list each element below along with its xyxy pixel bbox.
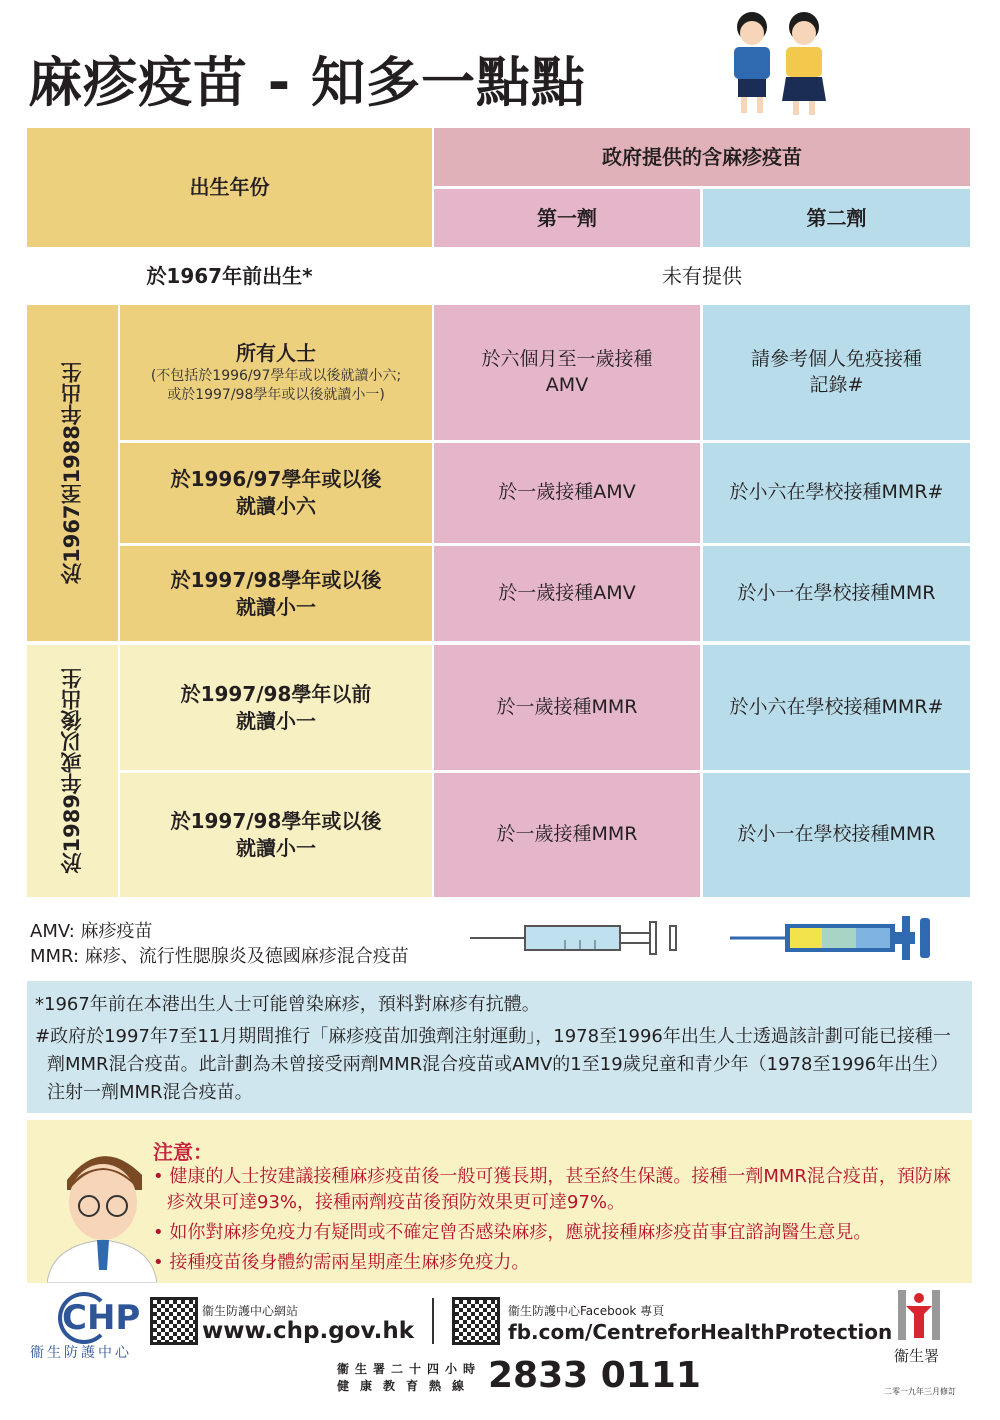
row-title: 就讀小一 (236, 836, 316, 860)
legend-mmr: MMR: 麻疹、流行性腮腺炎及德國麻疹混合疫苗 (30, 946, 409, 967)
notice-item: • 接種疫苗後身體約需兩星期產生麻疹免疫力。 (153, 1252, 530, 1273)
notice-text: 健康的人士按建議接種麻疹疫苗後一般可獲長期，甚至終生保護。接種一劑MMR混合疫苗，預防麻疹效果可達93%，接種兩劑疫苗後預防效果更可達97%。 (167, 1166, 951, 1213)
doctor-icon (47, 1140, 157, 1283)
table-row-label (120, 443, 432, 543)
website-link[interactable]: www.chp.gov.hk (202, 1318, 415, 1344)
qr-code-website (150, 1297, 198, 1345)
table-row-label (120, 305, 432, 440)
notice-list (153, 1164, 953, 1276)
dose2-cell: 於小一在學校接種MMR (703, 773, 970, 897)
pre1967-value: 未有提供 (662, 263, 742, 288)
row-title: 於1996/97學年或以後 (170, 467, 382, 491)
dose2-cell (703, 305, 970, 440)
row-title: 於1997/98學年或以後 (170, 567, 382, 592)
department-of-health-logo (898, 1290, 940, 1340)
group-label: 於1967至1988年出生 (60, 362, 85, 584)
syringe-empty-icon (470, 918, 685, 958)
dose2-cell: 於小六在學校接種MMR# (703, 645, 970, 770)
web-label: 衞生防護中心網站 (202, 1304, 299, 1318)
row-title: 所有人士 (236, 341, 316, 366)
divider (432, 1298, 434, 1344)
table-row-label (120, 645, 432, 770)
students-illustration (722, 5, 832, 120)
notice-box (27, 1120, 972, 1283)
cell-text: 於六個月至一歲接種 (481, 347, 653, 370)
dose1-cell (434, 305, 700, 440)
dose1-header: 第一劑 (434, 189, 700, 247)
notice-item: • 如你對麻疹免疫力有疑問或不確定曾否感染麻疹，應就接種麻疹疫苗事宜諮詢醫生意見。 (153, 1222, 872, 1243)
row-title: 就讀小六 (236, 494, 316, 518)
group-1967-1988 (27, 305, 118, 641)
dose1-cell: 於一歲接種MMR (434, 645, 700, 770)
group-label: 於1989年或以後出生 (60, 668, 85, 874)
legend-amv: AMV: 麻疹疫苗 (30, 921, 153, 942)
cell-text: 記錄# (809, 373, 864, 396)
dose2-cell: 於小六在學校接種MMR# (703, 443, 970, 543)
facebook-link[interactable]: fb.com/CentreforHealthProtection (508, 1320, 893, 1344)
revision-date: 二零一九年三月修訂 (884, 1387, 956, 1396)
birth-year-header: 出生年份 (27, 128, 432, 247)
dose2-cell: 於小一在學校接種MMR (703, 546, 970, 641)
notice-text: 如你對麻疹免疫力有疑問或不確定曾否感染麻疹，應就接種麻疹疫苗事宜諮詢醫生意見。 (169, 1222, 872, 1243)
dose1-cell: 於一歲接種AMV (434, 443, 700, 543)
dh-name: 衞生署 (894, 1347, 940, 1365)
group-1989-later (27, 645, 118, 897)
footnote-star: *1967年前在本港出生人士可能曾染麻疹，預料對麻疹有抗體。 (35, 994, 540, 1015)
hotline-label-line: 衞生署二十四小時 (337, 1362, 482, 1376)
cell-text: 請參考個人免疫接種 (750, 347, 922, 370)
gov-vaccine-header: 政府提供的含麻疹疫苗 (434, 128, 970, 186)
notice-heading: 注意： (153, 1140, 213, 1164)
qr-code-facebook (452, 1297, 500, 1345)
chp-name: 衞生防護中心 (30, 1345, 132, 1361)
syringe-filled-icon (730, 912, 935, 964)
hotline-label (337, 1361, 481, 1395)
hotline-number[interactable]: 2833 0111 (488, 1355, 701, 1396)
chp-logo: CHP (58, 1292, 110, 1344)
fb-label: 衞生防護中心Facebook 專頁 (508, 1304, 665, 1318)
footnotes-box (27, 981, 972, 1113)
dose2-header: 第二劑 (703, 189, 970, 247)
notice-item: • 健康的人士按建議接種麻疹疫苗後一般可獲長期，甚至終生保護。接種一劑MMR混合疫苗，預防麻疹效果可達93%，接種兩劑疫苗後預防效果更可達97%。 (153, 1166, 951, 1213)
page-title: 麻疹疫苗 - 知多一點點 (28, 51, 587, 114)
row-title: 就讀小一 (236, 708, 316, 733)
row-title: 於1997/98學年或以後 (170, 809, 382, 833)
table-row-label (120, 546, 432, 641)
cell-text: AMV (545, 373, 589, 396)
notice-text: 接種疫苗後身體約需兩星期產生麻疹免疫力。 (169, 1252, 530, 1273)
row-sub: 或於1997/98學年或以後就讀小一) (167, 387, 385, 403)
dose1-cell: 於一歲接種MMR (434, 773, 700, 897)
row-title: 就讀小一 (236, 594, 316, 619)
row-title: 於1997/98學年以前 (180, 681, 372, 706)
footnote-hash: #政府於1997年7至11月期間推行「麻疹疫苗加強劑注射運動」，1978至1996年出生人士透過該計劃可能已接種一劑MMR混合疫苗。此計劃為未曾接受兩劑MMR混合疫苗或AMV的1至19歲兒童和青少年（1978至1996年出生）注射一劑MMR混合疫苗。 (35, 1026, 951, 1103)
hotline-label-line: 健康教育熱線 (337, 1379, 476, 1393)
pre1967-label: 於1967年前出生* (146, 263, 313, 288)
table-row-label (120, 773, 432, 897)
row-sub: (不包括於1996/97學年或以後就讀小六; (150, 368, 402, 385)
dose1-cell: 於一歲接種AMV (434, 546, 700, 641)
